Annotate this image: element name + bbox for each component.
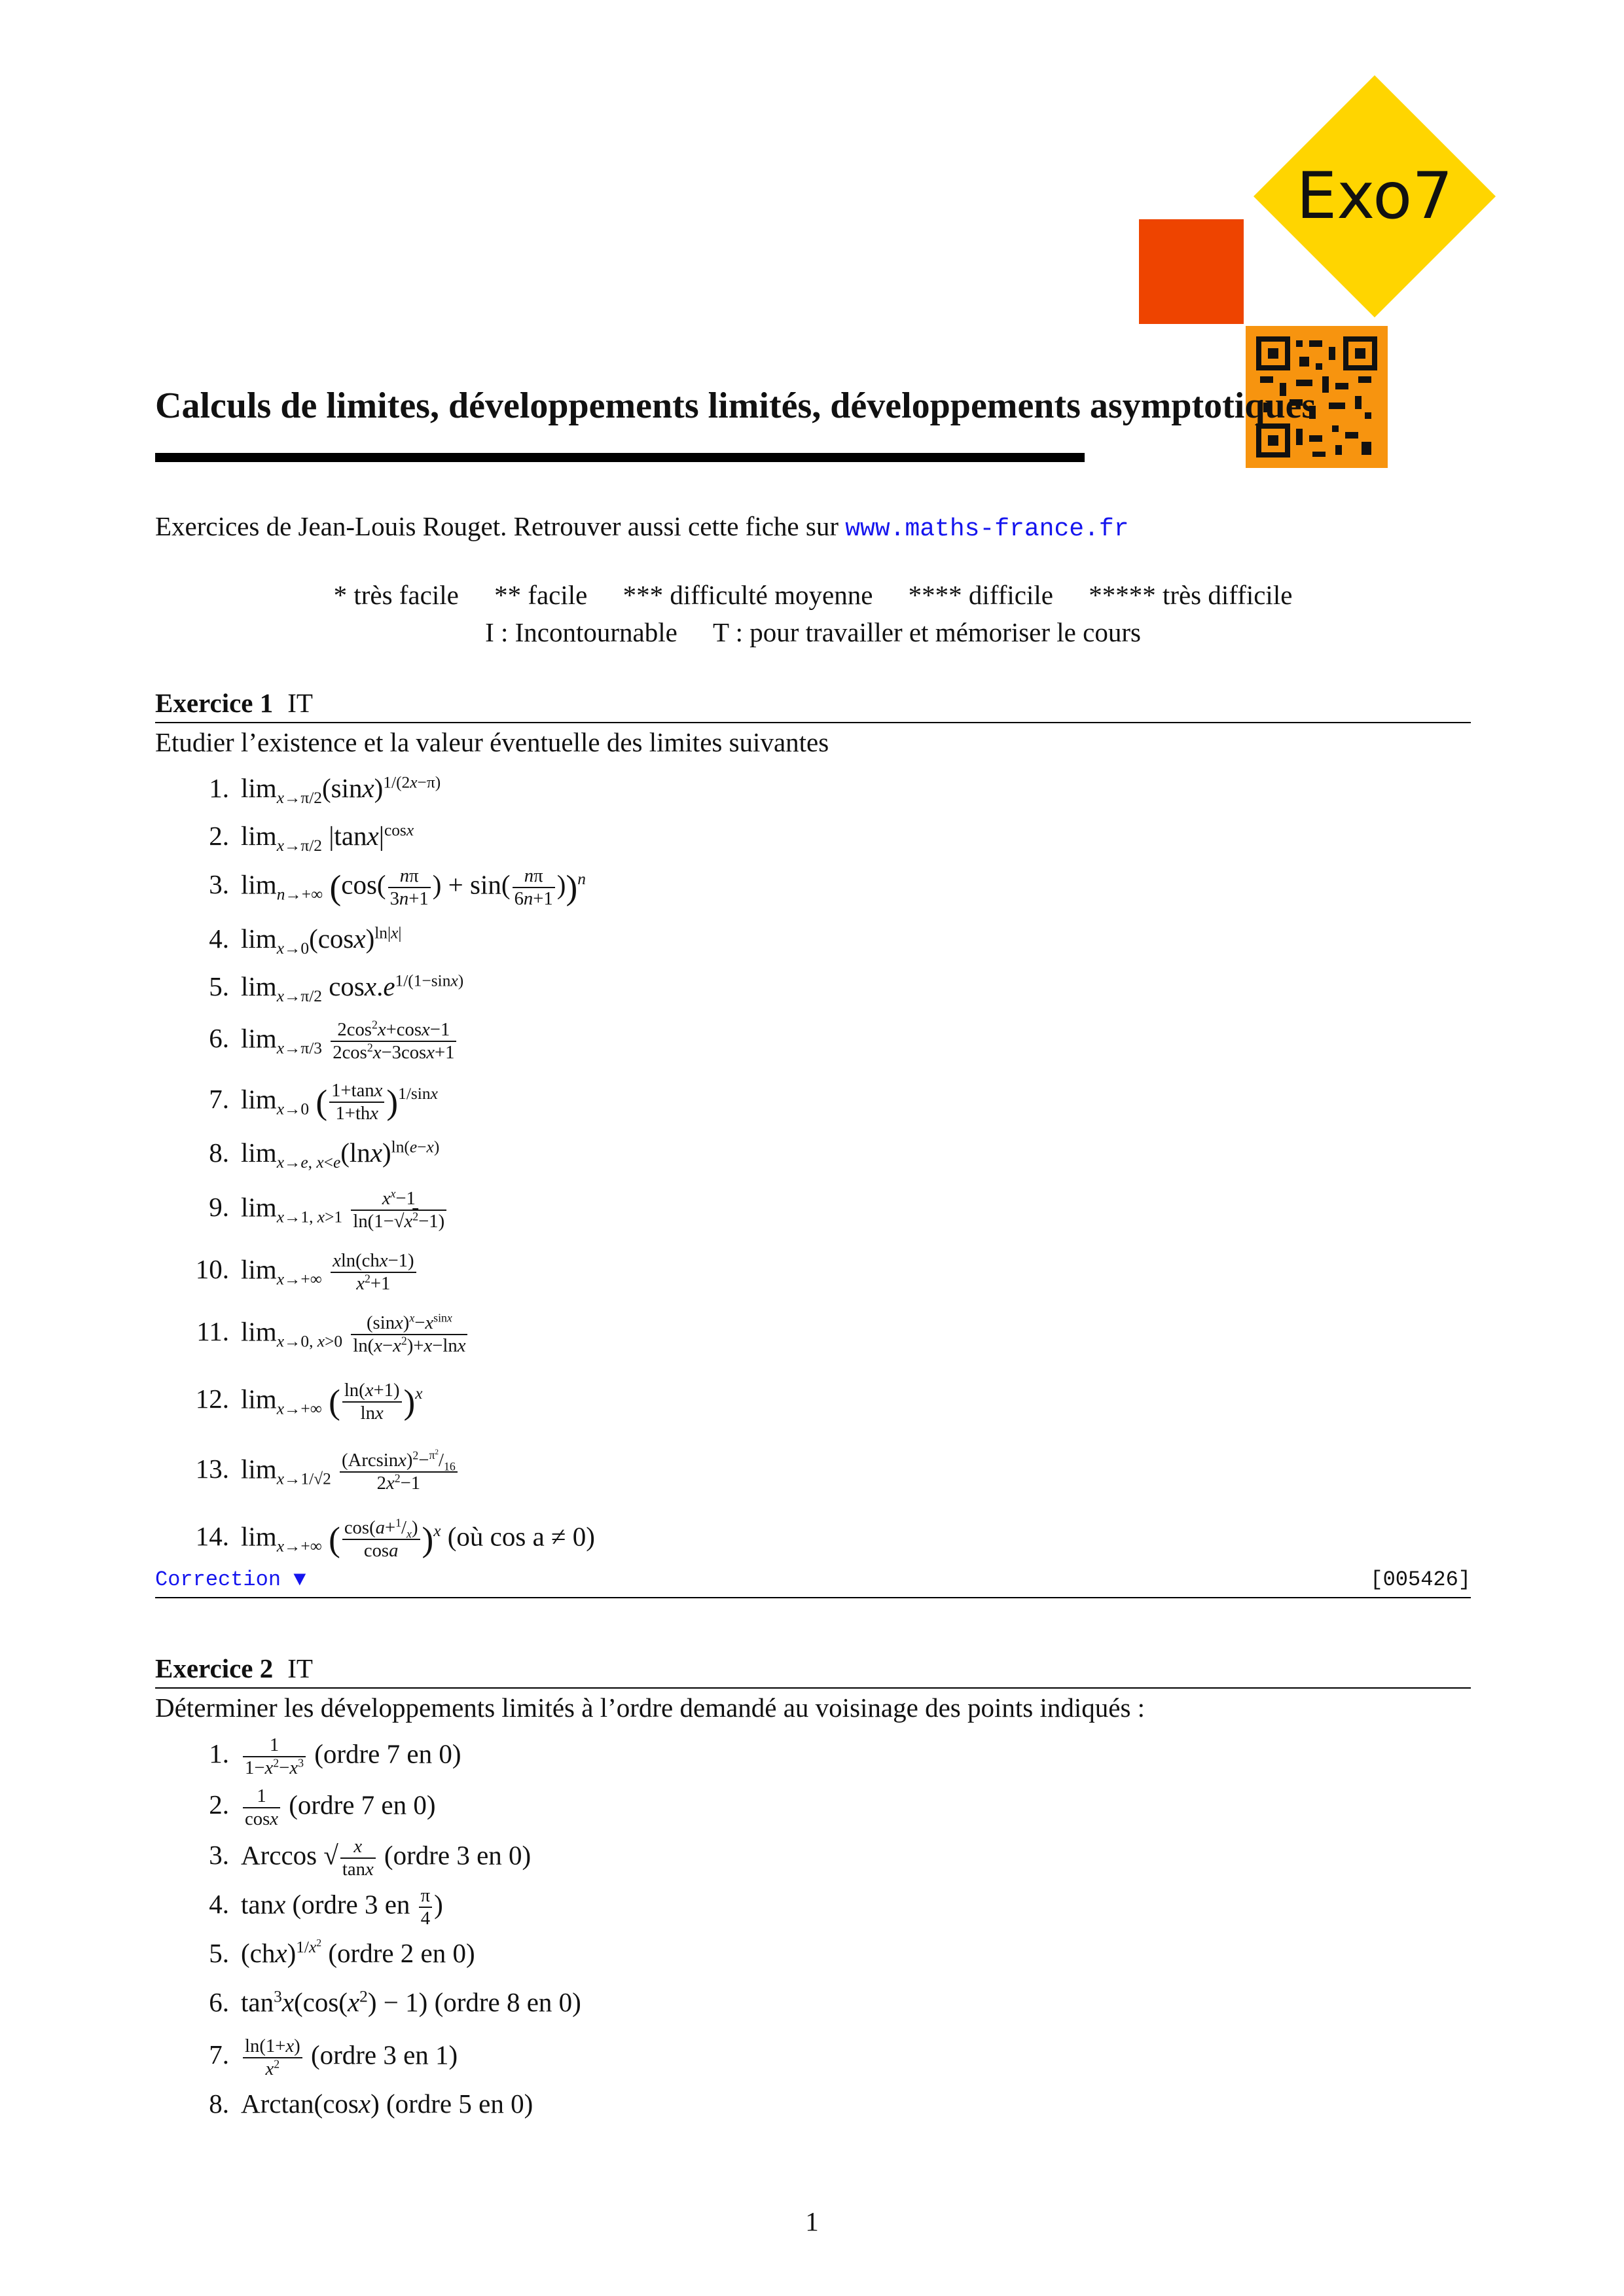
list-item: 6. $\lim_{x\to\pi/3}$ $\frac{2\cos^2x+\cos x-1}{2\cos^2x-3\cos x+1}$ xyxy=(177,1019,458,1064)
logo-red-square xyxy=(1139,219,1244,324)
list-item: 13. $\lim_{x\to 1/√2}$ $\frac{(Arcsinx)^2-^{\pi^2}/_{16}}{2x^2-1}$ xyxy=(177,1450,460,1494)
exercise-2-heading xyxy=(155,1653,313,1684)
exercise-tag: IT xyxy=(287,688,313,718)
list-item: 3. Arccos √ $\frac{x}{\tan x}$ (ordre 3 en 0) xyxy=(209,1836,532,1880)
legend-item: *** difficulté moyenne xyxy=(623,580,873,610)
list-item: 6. $\tan^3x(\cos(x^2) - 1)$ (ordre 8 en 0) xyxy=(209,1987,581,2017)
legend-item: **** difficile xyxy=(908,580,1053,610)
list-item: 12. $\lim_{x\to+\infty}$ ( $\frac{\ln(x+1)}{\ln x}$ )$^x$ xyxy=(195,1380,423,1424)
list-item: 4. tanx (ordre 3 en $\frac{\pi}{4}$ ) xyxy=(209,1885,443,1929)
category-legend xyxy=(155,617,1471,648)
legend-item: ** facile xyxy=(494,580,588,610)
correction-link[interactable]: Correction ▼ xyxy=(155,1568,306,1592)
page-title: Calculs de limites, développements limités, développements asymptotiques xyxy=(155,386,1316,426)
exercise-1-statement: Etudier l’existence et la valeur éventuelle des limites suivantes xyxy=(155,727,829,757)
exercise-label: Exercice 2 xyxy=(155,1653,274,1683)
legend-item: I : Incontournable xyxy=(485,617,677,647)
footer-rule xyxy=(155,1597,1471,1598)
title-underline xyxy=(155,453,1085,462)
list-item: 7. $\frac{\ln(1+x)}{x^2}$ (ordre 3 en 1) xyxy=(209,2036,458,2079)
list-item: 3. $\lim_{n\to+\infty} (\cos$( $\frac{n\pi}{3n+1}$ ) + sin( $\frac{n\pi}{6n+1}$ ))$^n$ xyxy=(209,865,586,909)
list-item: 7. $\lim_{x\to 0}$ ( $\frac{1+\tan x}{\text{1+thx}}$ )$^{1/sinx}$ xyxy=(209,1080,438,1124)
list-item: 14. $\lim_{x\to+\infty}$ ( $\frac{\cos(a+^1/_x)}{\cos a}$ )$^x$ (où cos a ≠ 0) xyxy=(195,1516,595,1561)
legend-item: T : pour travailler et mémoriser le cours xyxy=(713,617,1141,647)
list-item: 10. $\lim_{x\to+\infty}$ $\frac{\text{xln(chx−1)}}{x^2+1}$ xyxy=(177,1250,418,1295)
exercise-1-footer xyxy=(155,1568,1471,1592)
list-item: 5. (chx)$^{1/x^2}$ (ordre 2 en 0) xyxy=(209,1937,475,1968)
intro-text: Exercices de Jean-Louis Rouget. Retrouver aussi cette fiche sur xyxy=(155,511,846,541)
list-item: 8. $\lim_{x\to e, x<e}(\ln x)^{ln(e-x)}$ xyxy=(209,1138,440,1172)
list-item: 2. $\lim_{x\to\pi/2} |\tan x|^{cosx}$ xyxy=(209,821,414,855)
exercise-code: [005426] xyxy=(1370,1568,1471,1592)
exercise-label: Exercice 1 xyxy=(155,688,274,718)
list-item: 8. Arctan(cosx) (ordre 5 en 0) xyxy=(209,2089,533,2119)
difficulty-legend xyxy=(155,579,1471,611)
exercise-rule xyxy=(155,722,1471,723)
website-link[interactable]: www.maths-france.fr xyxy=(845,515,1129,543)
list-item: 4. $\lim_{x\to 0}(\cos x)^{ln|x|}$ xyxy=(209,924,402,958)
list-item: 1. $\frac{1}{1-x^2-x^3}$ (ordre 7 en 0) xyxy=(209,1734,461,1778)
exercise-rule xyxy=(155,1687,1471,1689)
exercise-2-statement: Déterminer les développements limités à l’ordre demandé au voisinage des points indiqués : xyxy=(155,1693,1146,1723)
list-item: 2. $\frac{1}{\cos x}$ (ordre 7 en 0) xyxy=(209,1785,436,1829)
intro-line xyxy=(155,511,1129,543)
legend-item: * très facile xyxy=(333,580,459,610)
list-item: 5. $\lim_{x\to\pi/2} \cos x.e^{1/(1-sinx)}$ xyxy=(209,971,464,1006)
exercise-tag: IT xyxy=(287,1653,313,1683)
list-item: 1. $\lim_{x\to\pi/2}(\sin x)^{1/(2x-\pi)}$ xyxy=(209,773,441,808)
exercise-1-heading xyxy=(155,687,313,719)
list-item: 9. $\lim_{x\to 1, x>1}$ $\frac{x^x-1}{\ln(1-√x^2-1)}$ xyxy=(177,1188,448,1232)
list-item: 11. $\lim_{x\to 0, x>0}$ $\frac{(\sin x)^x-x^{sinx}}{\ln(x-x^2)+x-\ln x}$ xyxy=(177,1312,469,1357)
page-number: 1 xyxy=(805,2206,819,2236)
legend-item: ***** très difficile xyxy=(1089,580,1293,610)
logo-text: Exo7 xyxy=(1296,159,1453,234)
